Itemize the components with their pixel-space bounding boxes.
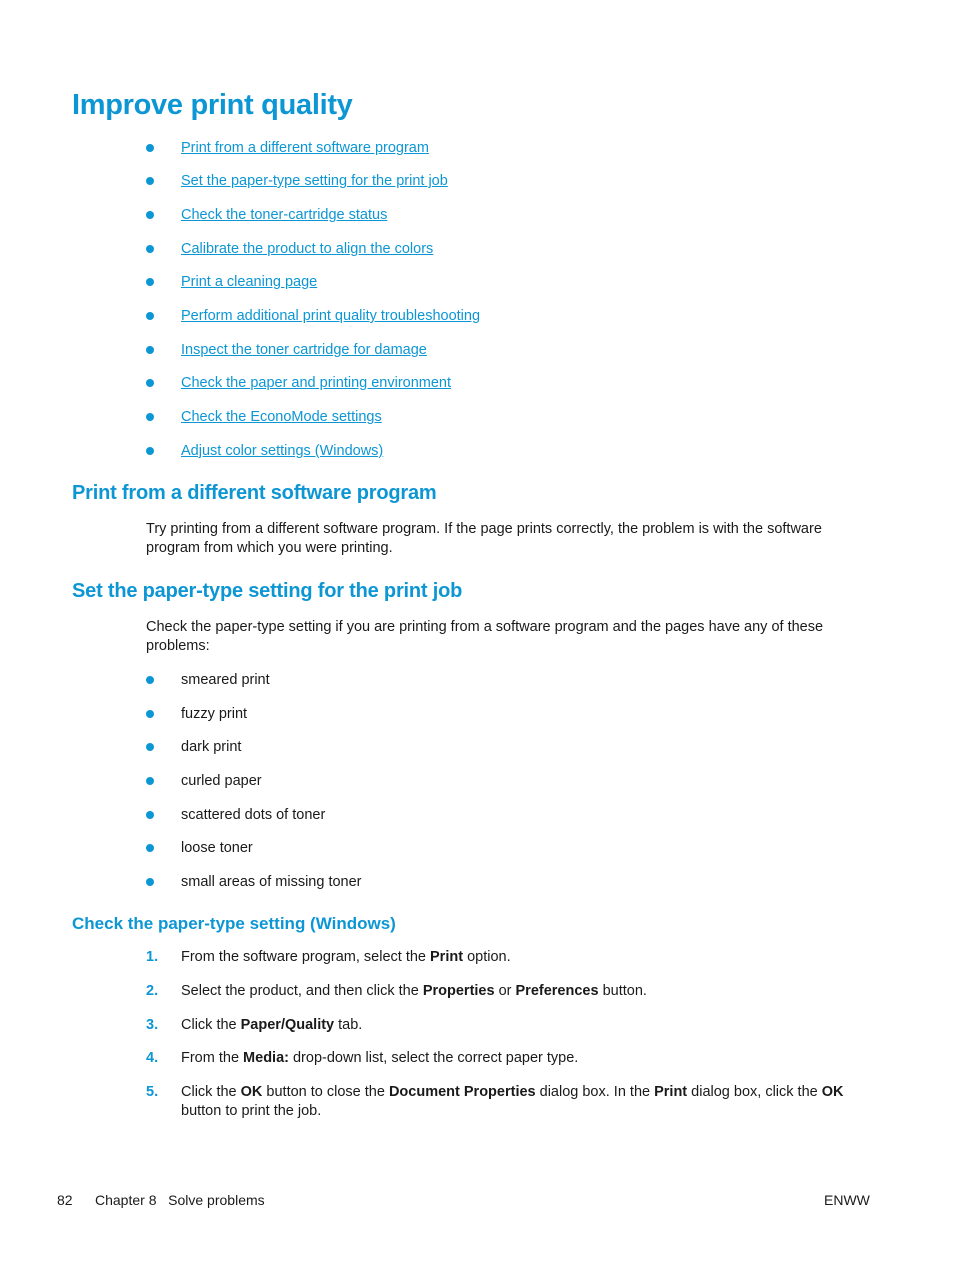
bullet-icon	[146, 342, 156, 352]
step-ui-term: Print	[654, 1084, 688, 1100]
step-number: 2.	[146, 983, 159, 999]
toc-link[interactable]: Adjust color settings (Windows)	[181, 443, 384, 459]
bullet-icon	[146, 874, 156, 884]
page-title: Improve print quality	[72, 89, 353, 121]
toc-link[interactable]: Perform additional print quality troubleshooting	[181, 308, 481, 324]
bullet-icon	[146, 241, 156, 251]
bullet-icon	[146, 140, 156, 150]
step-text-part: Click the	[181, 1084, 241, 1100]
list-item: small areas of missing toner	[181, 874, 362, 890]
step-text-part: button to close the	[262, 1084, 389, 1100]
list-item: scattered dots of toner	[181, 807, 326, 823]
bullet-icon	[146, 443, 156, 453]
list-item: fuzzy print	[181, 706, 248, 722]
bullet-icon	[146, 409, 156, 419]
step-ui-term: OK	[821, 1084, 844, 1100]
bullet-icon	[146, 807, 156, 817]
step-number: 1.	[146, 949, 159, 965]
step-text-part: From the	[181, 1050, 244, 1066]
toc-link[interactable]: Set the paper-type setting for the print job	[181, 173, 448, 189]
step-ui-term: Print	[430, 949, 464, 965]
toc-link[interactable]: Check the EconoMode settings	[181, 409, 382, 425]
bullet-icon	[146, 773, 156, 783]
list-item: loose toner	[181, 840, 253, 856]
section-heading: Set the paper-type setting for the print job	[72, 580, 463, 602]
step-ui-term: Properties	[422, 983, 495, 999]
step-text-part: drop-down list, select the correct paper type.	[288, 1050, 579, 1066]
bullet-icon	[146, 672, 156, 682]
step-text-part: button.	[598, 983, 647, 999]
toc-link[interactable]: Print from a different software program	[181, 140, 429, 156]
bullet-icon	[146, 274, 156, 284]
toc-link[interactable]: Check the toner-cartridge status	[181, 207, 388, 223]
step-text-part: dialog box, click the	[687, 1084, 822, 1100]
step-text-part: dialog box. In the	[535, 1084, 655, 1100]
step-ui-term: OK	[240, 1084, 263, 1100]
toc-link[interactable]: Check the paper and printing environment	[181, 375, 452, 391]
step-text-part: or	[494, 983, 516, 999]
step-ui-term: Document Properties	[388, 1084, 536, 1100]
step-number: 4.	[146, 1050, 159, 1066]
step-text	[181, 982, 871, 1001]
bullet-icon	[146, 840, 156, 850]
step-text	[181, 1049, 871, 1068]
chapter-label: Chapter 8 Solve problems	[95, 1192, 265, 1208]
bullet-icon	[146, 739, 156, 749]
step-text-part: From the software program, select the	[181, 949, 431, 965]
step-text-part: Select the product, and then click the	[181, 983, 423, 999]
section-heading: Print from a different software program	[72, 482, 437, 504]
step-text	[181, 1016, 871, 1035]
step-text	[181, 948, 871, 967]
step-text-part: button to print the job.	[181, 1103, 322, 1119]
bullet-icon	[146, 173, 156, 183]
step-text	[181, 1083, 871, 1121]
toc-link[interactable]: Print a cleaning page	[181, 274, 318, 290]
bullet-icon	[146, 308, 156, 318]
section-body: Try printing from a different software program. If the page prints correctly, the problem is with the software program from which you were printing.	[146, 521, 822, 556]
bullet-icon	[146, 706, 156, 716]
list-item: curled paper	[181, 773, 262, 789]
step-text-part: option.	[463, 949, 511, 965]
toc-link[interactable]: Inspect the toner cartridge for damage	[181, 342, 427, 358]
toc-link[interactable]: Calibrate the product to align the colors	[181, 241, 434, 257]
list-item: dark print	[181, 739, 242, 755]
bullet-icon	[146, 207, 156, 217]
step-number: 5.	[146, 1084, 159, 1100]
step-ui-term: Paper/Quality	[240, 1017, 335, 1033]
doc-code: ENWW	[824, 1192, 870, 1208]
section-body: Check the paper-type setting if you are printing from a software program and the pages have any of these problems:	[146, 619, 824, 654]
subsection-heading: Check the paper-type setting (Windows)	[72, 914, 396, 933]
step-ui-term: Media:	[243, 1050, 289, 1066]
step-text-part: Click the	[181, 1017, 241, 1033]
step-number: 3.	[146, 1017, 159, 1033]
page-number: 82	[57, 1192, 73, 1208]
step-ui-term: Preferences	[515, 983, 599, 999]
step-text-part: tab.	[334, 1017, 363, 1033]
list-item: smeared print	[181, 672, 270, 688]
bullet-icon	[146, 375, 156, 385]
